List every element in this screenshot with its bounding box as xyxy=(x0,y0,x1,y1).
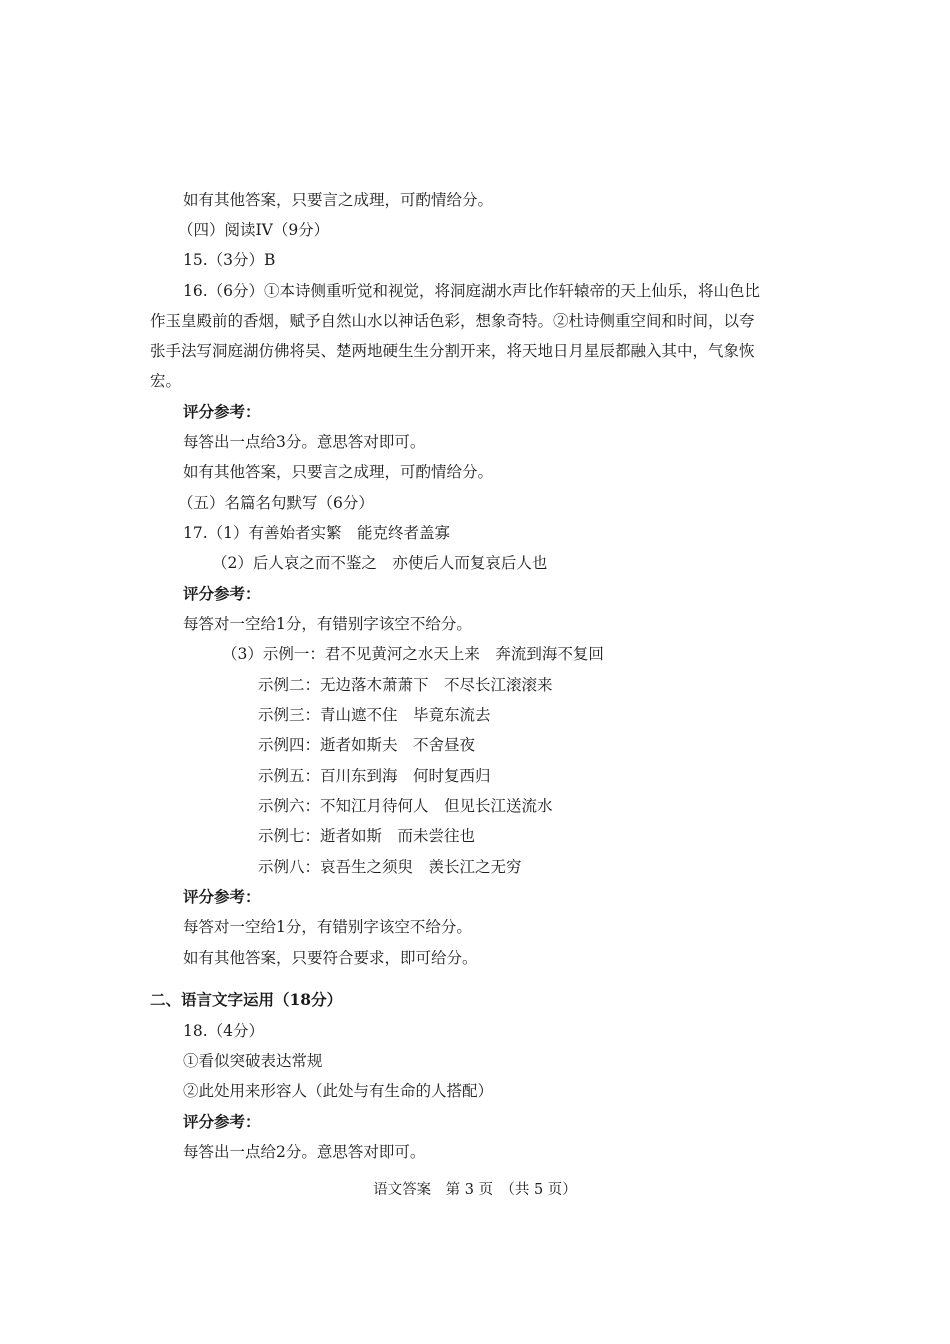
part-heading: 二、语言文字运用（18分） xyxy=(150,990,343,1009)
section-heading: （五）名篇名句默写（6分） xyxy=(178,494,374,512)
example-line: 示例三：青山遮不住 毕竟东流去 xyxy=(258,706,491,724)
scoring-heading: 评分参考： xyxy=(183,887,261,906)
text-line: 每答出一点给3分。意思答对即可。 xyxy=(183,433,426,451)
example-line: 示例四：逝者如斯夫 不舍昼夜 xyxy=(258,736,476,754)
example-line: 示例五：百川东到海 何时复西归 xyxy=(258,767,491,785)
text-line: 每答对一空给1分，有错别字该空不给分。 xyxy=(183,918,472,936)
answer-line: 15.（3分）B xyxy=(183,251,276,269)
answer-line: ①看似突破表达常规 xyxy=(183,1052,323,1070)
answer-line: 17.（1）有善始者实繁 能克终者盖寡 xyxy=(183,524,451,542)
scoring-heading: 评分参考： xyxy=(183,1112,261,1131)
text-line: 每答出一点给2分。意思答对即可。 xyxy=(183,1143,426,1161)
example-line: （3）示例一：君不见黄河之水天上来 奔流到海不复回 xyxy=(222,645,604,663)
answer-line: （2）后人哀之而不鉴之 亦使后人而复哀后人也 xyxy=(212,554,548,572)
answer-line: 16.（6分）①本诗侧重听觉和视觉，将洞庭湖水声比作轩辕帝的天上仙乐，将山色比 xyxy=(183,282,761,300)
answer-line: 宏。 xyxy=(150,372,182,390)
example-line: 示例六：不知江月待何人 但见长江送流水 xyxy=(258,797,553,815)
example-line: 示例二：无边落木萧萧下 不尽长江滚滚来 xyxy=(258,676,553,694)
text-line: 每答对一空给1分，有错别字该空不给分。 xyxy=(183,615,472,633)
text-line: 如有其他答案，只要言之成理，可酌情给分。 xyxy=(183,191,494,209)
page-footer: 语文答案 第 3 页 （共 5 页） xyxy=(373,1182,577,1198)
example-line: 示例七：逝者如斯 而未尝往也 xyxy=(258,827,476,845)
text-line: 如有其他答案，只要符合要求，即可给分。 xyxy=(183,949,478,967)
answer-line: 18.（4分） xyxy=(183,1022,265,1040)
answer-line: 作玉皇殿前的香烟，赋予自然山水以神话色彩，想象奇特。②杜诗侧重空间和时间，以夸 xyxy=(150,312,755,330)
scoring-heading: 评分参考： xyxy=(183,402,261,421)
example-line: 示例八：哀吾生之须臾 羡长江之无穷 xyxy=(258,858,522,876)
text-line: 如有其他答案，只要言之成理，可酌情给分。 xyxy=(183,463,494,481)
scoring-heading: 评分参考： xyxy=(183,584,261,603)
answer-line: 张手法写洞庭湖仿佛将吴、楚两地硬生生分割开来，将天地日月星辰都融入其中，气象恢 xyxy=(150,342,755,360)
section-heading: （四）阅读IV（9分） xyxy=(178,221,330,239)
answer-line: ②此处用来形容人（此处与有生命的人搭配） xyxy=(183,1082,494,1100)
